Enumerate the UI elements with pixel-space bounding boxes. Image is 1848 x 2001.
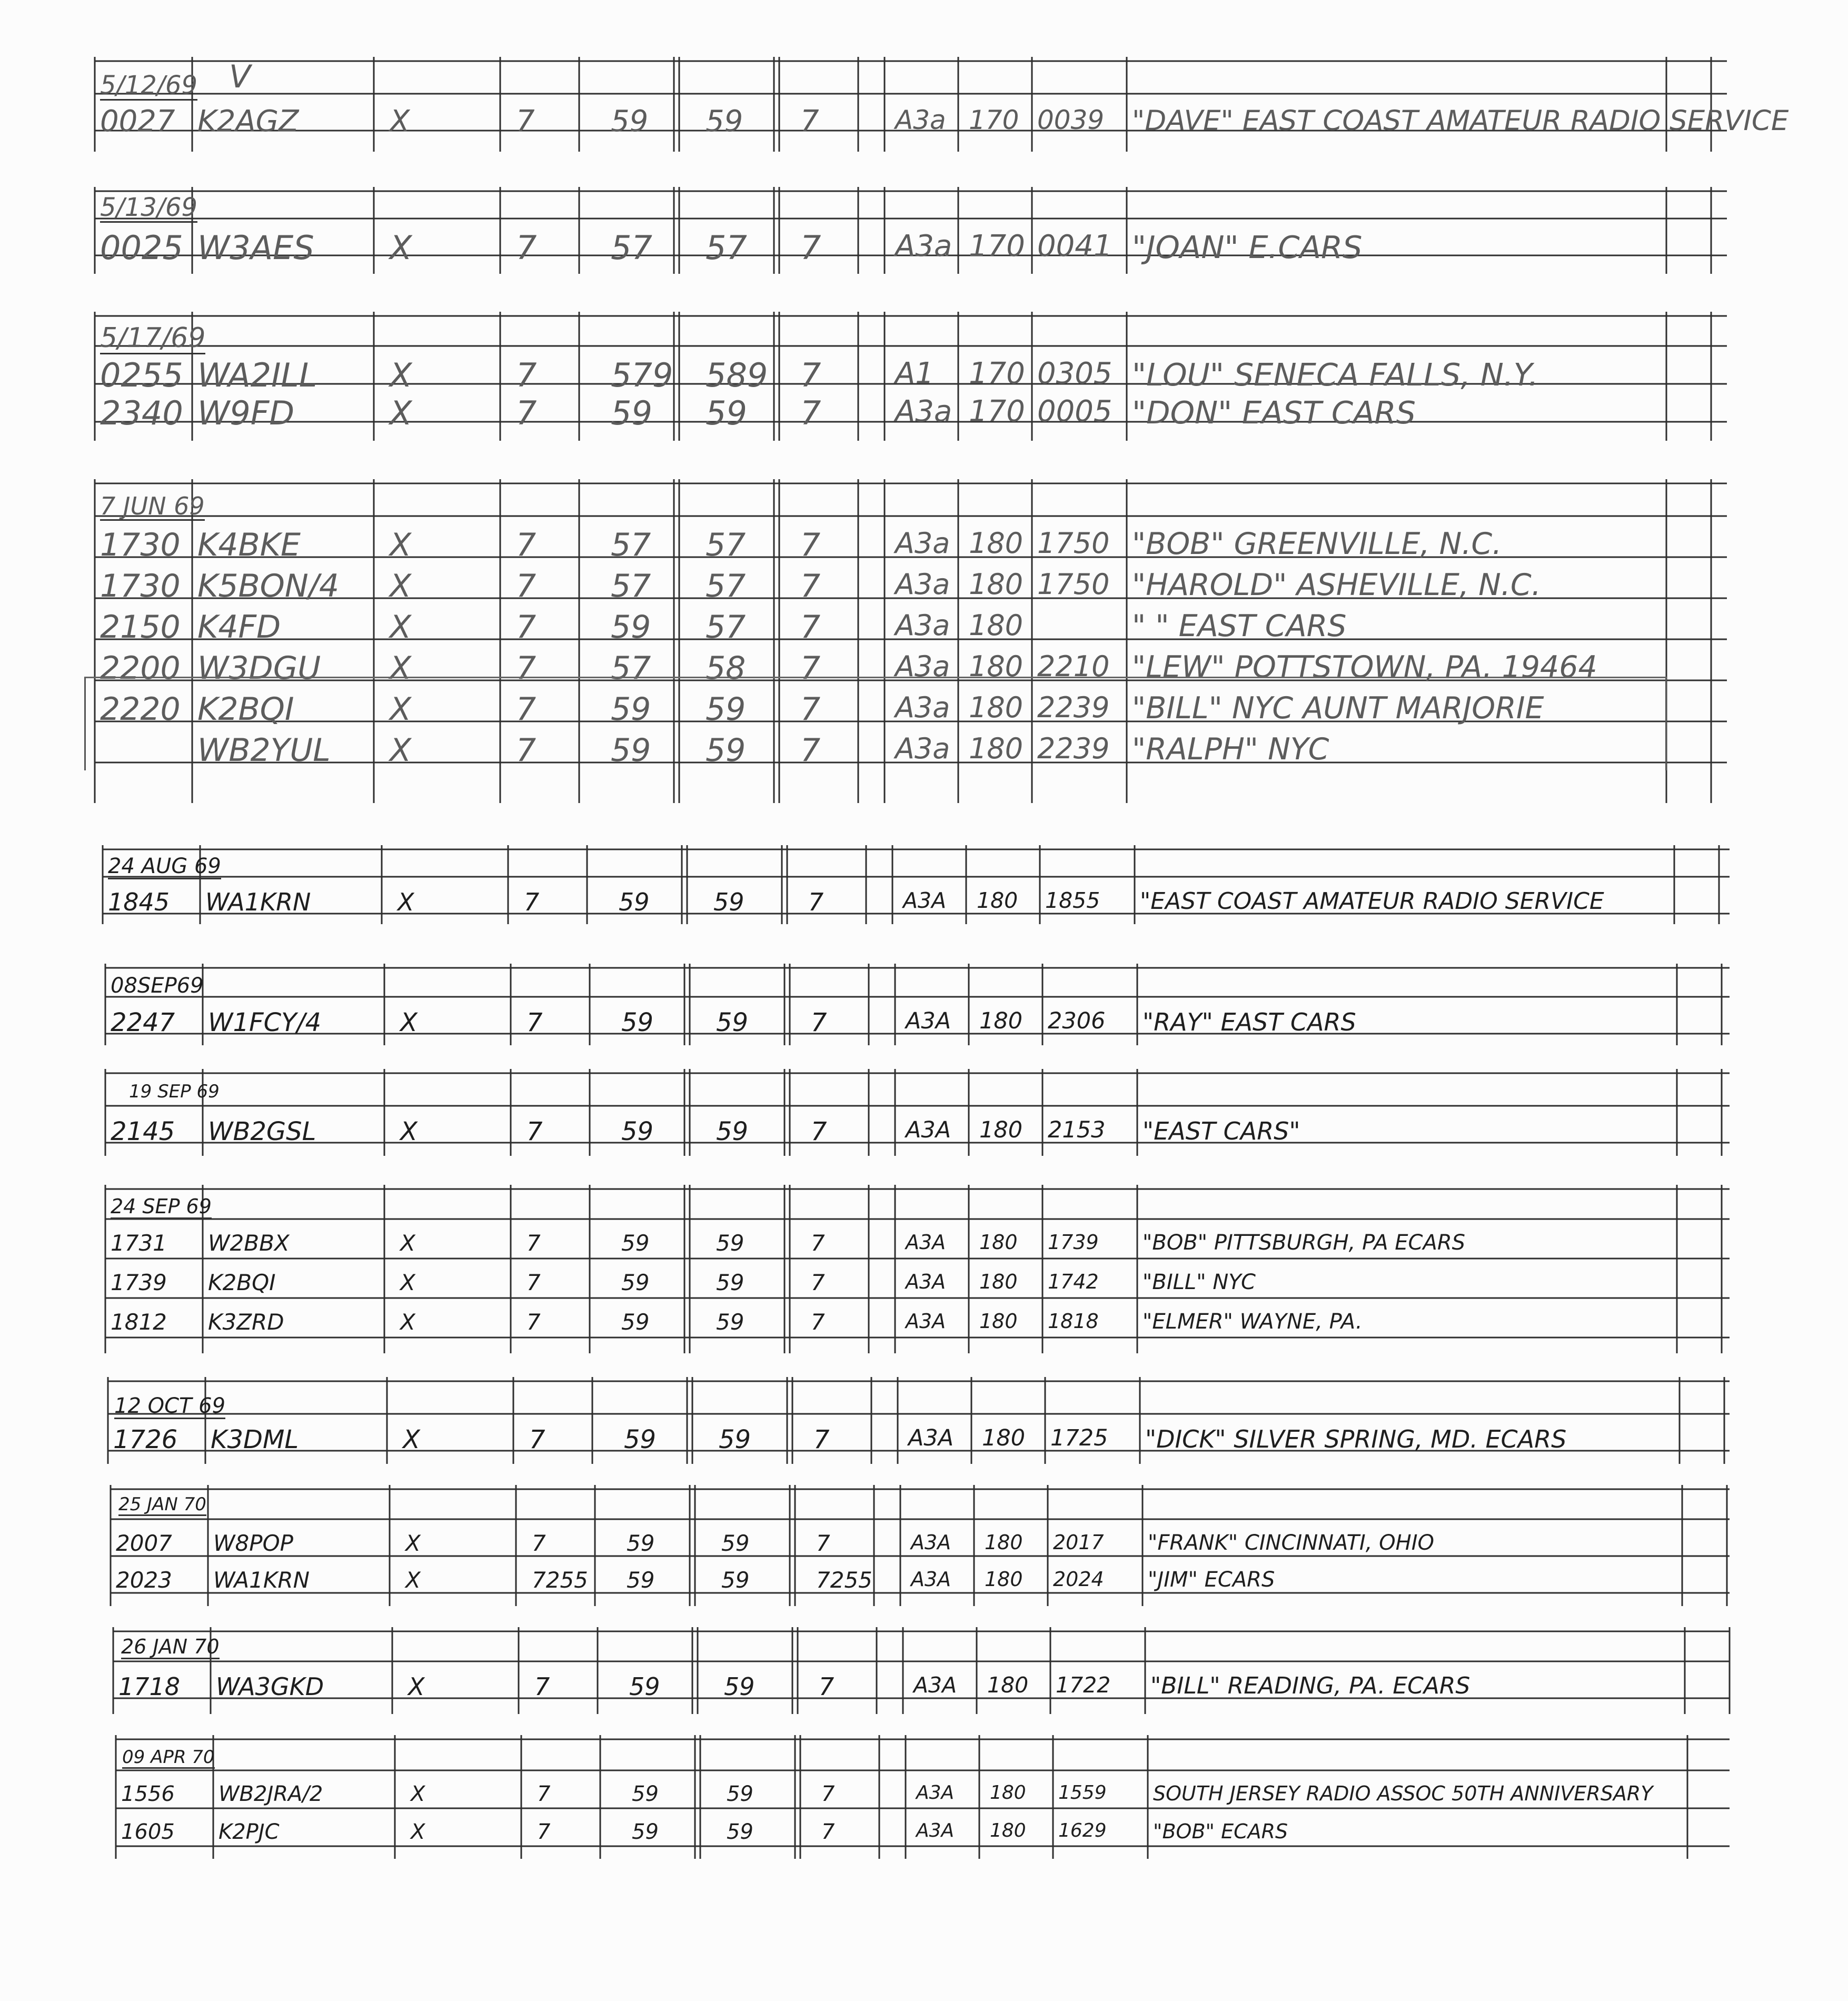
power-cell: 180 xyxy=(990,1782,1026,1804)
section-date: 24 SEP 69 xyxy=(111,1195,212,1218)
rst-sent-cell: 59 xyxy=(627,1530,655,1556)
rst-sent-cell: 59 xyxy=(611,732,651,769)
rst-sent-cell: 57 xyxy=(611,527,651,563)
log-entry-row xyxy=(108,1427,1730,1464)
callsign-cell: WB2YUL xyxy=(197,732,331,769)
frequency-cell: 7 xyxy=(800,229,821,267)
mode-cell: A3A xyxy=(906,1270,946,1293)
callsign-cell: WA2ILL xyxy=(197,356,317,394)
band-cell: 7 xyxy=(516,691,536,728)
callsign-cell: K5BON/4 xyxy=(197,568,340,605)
frequency-cell: 7 xyxy=(821,1782,835,1806)
power-cell: 180 xyxy=(982,1425,1026,1451)
log-section-6 xyxy=(105,964,1730,1045)
remarks-cell: "BOB" GREENVILLE, N.C. xyxy=(1132,527,1502,561)
remarks-cell: "ELMER" WAYNE, PA. xyxy=(1142,1310,1363,1334)
frequency-cell: 7 xyxy=(819,1672,834,1701)
mode-cell: A3a xyxy=(895,105,946,135)
rst-received-cell: 59 xyxy=(706,104,743,138)
band-cell: 7 xyxy=(537,1820,551,1844)
power-cell: 170 xyxy=(969,229,1025,263)
rst-received-cell: 58 xyxy=(706,650,746,687)
check-mark: V xyxy=(229,58,251,95)
time-cell: 1845 xyxy=(108,888,170,916)
x-mark-cell: X xyxy=(400,1008,418,1037)
rst-sent-cell: 59 xyxy=(632,1820,659,1844)
callsign-cell: W9FD xyxy=(197,394,295,432)
mode-cell: A3a xyxy=(895,691,950,724)
callsign-cell: K4BKE xyxy=(197,527,301,563)
remarks-cell: "RALPH" NYC xyxy=(1132,732,1329,767)
frequency-cell: 7 xyxy=(800,104,819,138)
log-entry-row xyxy=(113,1672,1730,1711)
frequency-cell: 7 xyxy=(816,1530,830,1556)
rst-received-cell: 57 xyxy=(706,229,747,267)
mode-cell: A3A xyxy=(906,1310,946,1333)
time-cell: 1812 xyxy=(111,1309,167,1335)
x-mark-cell: X xyxy=(390,732,412,769)
log-section-5 xyxy=(103,845,1730,924)
mode-cell: A3A xyxy=(911,1568,951,1591)
callsign-cell: K3ZRD xyxy=(208,1309,284,1335)
rst-received-cell: 59 xyxy=(716,1008,749,1037)
end-time-cell: 1750 xyxy=(1037,568,1110,601)
rst-sent-cell: 57 xyxy=(611,229,652,267)
time-cell: 1731 xyxy=(111,1230,167,1256)
log-entry-row xyxy=(103,890,1730,927)
x-mark-cell: X xyxy=(400,1117,418,1146)
end-time-cell: 1750 xyxy=(1037,527,1110,560)
log-entry-row xyxy=(116,1784,1730,1821)
band-cell: 7 xyxy=(516,104,535,138)
rst-received-cell: 59 xyxy=(716,1309,744,1335)
power-cell: 180 xyxy=(969,527,1024,560)
rst-received-cell: 59 xyxy=(706,394,747,432)
end-time-cell: 0041 xyxy=(1037,229,1112,263)
time-cell: 0025 xyxy=(100,229,183,267)
band-cell: 7 xyxy=(526,1270,541,1295)
time-cell: 2247 xyxy=(111,1008,175,1037)
callsign-cell: W1FCY/4 xyxy=(208,1008,322,1037)
end-time-cell: 2017 xyxy=(1053,1531,1104,1554)
log-entry-row xyxy=(105,1311,1730,1351)
rst-received-cell: 59 xyxy=(713,888,744,916)
log-section-11 xyxy=(113,1627,1730,1714)
time-cell: 2023 xyxy=(116,1567,172,1593)
rst-sent-cell: 59 xyxy=(611,394,652,432)
callsign-cell: K2AGZ xyxy=(197,104,299,138)
x-mark-cell: X xyxy=(390,609,412,646)
power-cell: 180 xyxy=(969,732,1024,765)
callsign-cell: W3AES xyxy=(197,229,314,267)
x-mark-cell: X xyxy=(390,104,410,138)
rst-received-cell: 59 xyxy=(706,691,746,728)
x-mark-cell: X xyxy=(390,691,412,728)
rst-sent-cell: 59 xyxy=(627,1567,655,1593)
band-cell: 7 xyxy=(524,888,540,916)
callsign-cell: WB2JRA/2 xyxy=(218,1782,323,1806)
time-cell: 1718 xyxy=(118,1672,181,1701)
log-entry-row xyxy=(116,1821,1730,1859)
time-cell: 0027 xyxy=(100,104,175,138)
log-entry-row xyxy=(95,356,1727,397)
rst-sent-cell: 57 xyxy=(611,568,651,605)
rst-sent-cell: 59 xyxy=(611,691,651,728)
x-mark-cell: X xyxy=(398,888,414,916)
rst-received-cell: 59 xyxy=(727,1782,753,1806)
callsign-cell: W8POP xyxy=(213,1530,293,1556)
remarks-cell: "BILL" READING, PA. ECARS xyxy=(1150,1672,1471,1699)
power-cell: 170 xyxy=(969,105,1019,135)
section-date: 08SEP69 xyxy=(111,974,204,998)
time-cell: 1730 xyxy=(100,568,181,605)
end-time-cell: 0005 xyxy=(1037,394,1112,429)
mode-cell: A3a xyxy=(895,732,950,765)
band-cell: 7 xyxy=(516,356,537,394)
rst-sent-cell: 59 xyxy=(611,104,649,138)
log-section-3 xyxy=(95,312,1727,441)
log-section-8 xyxy=(105,1185,1730,1353)
log-entry-row xyxy=(95,104,1789,144)
end-time-cell: 2306 xyxy=(1048,1008,1106,1034)
mode-cell: A3A xyxy=(913,1672,957,1698)
end-time-cell: 1855 xyxy=(1045,888,1100,913)
frequency-cell: 7 xyxy=(800,691,821,728)
band-cell: 7 xyxy=(529,1425,545,1454)
section-date: 5/17/69 xyxy=(100,322,206,354)
frequency-cell: 7 xyxy=(811,1230,825,1256)
time-cell: 1605 xyxy=(121,1820,175,1844)
frequency-cell: 7 xyxy=(811,1270,825,1295)
rst-sent-cell: 59 xyxy=(621,1270,650,1295)
remarks-cell: "BILL" NYC AUNT MARJORIE xyxy=(1132,691,1544,726)
remarks-cell: "JIM" ECARS xyxy=(1148,1568,1275,1592)
time-cell: 1739 xyxy=(111,1270,167,1295)
frequency-cell: 7 xyxy=(813,1425,830,1454)
x-mark-cell: X xyxy=(390,229,412,267)
log-entry-row xyxy=(95,611,1727,652)
mode-cell: A3A xyxy=(916,1820,955,1841)
rst-received-cell: 589 xyxy=(706,356,768,394)
mode-cell: A1 xyxy=(895,356,934,391)
log-entry-row xyxy=(105,1272,1730,1311)
callsign-cell: WA1KRN xyxy=(205,888,311,916)
rst-received-cell: 59 xyxy=(716,1270,744,1295)
x-mark-cell: X xyxy=(390,527,412,563)
band-cell: 7 xyxy=(516,394,537,432)
band-cell: 7 xyxy=(516,229,537,267)
rst-sent-cell: 59 xyxy=(621,1309,650,1335)
rst-received-cell: 59 xyxy=(716,1230,744,1256)
frequency-cell: 7 xyxy=(800,650,821,687)
power-cell: 180 xyxy=(979,1310,1018,1333)
time-cell: 1730 xyxy=(100,527,181,563)
rst-sent-cell: 59 xyxy=(611,609,651,646)
end-time-cell: 1722 xyxy=(1056,1672,1111,1698)
callsign-cell: K2BQI xyxy=(208,1270,276,1295)
log-entry-row xyxy=(95,570,1727,611)
band-cell: 7 xyxy=(526,1117,543,1146)
end-time-cell: 1725 xyxy=(1050,1425,1108,1451)
x-mark-cell: X xyxy=(411,1782,425,1806)
end-time-cell: 1742 xyxy=(1048,1270,1099,1293)
power-cell: 170 xyxy=(969,356,1025,391)
log-entry-row xyxy=(105,1010,1730,1047)
log-entry-row xyxy=(95,529,1727,570)
x-mark-cell: X xyxy=(400,1230,415,1256)
end-time-cell: 2210 xyxy=(1037,650,1110,683)
end-time-cell: 1629 xyxy=(1058,1820,1107,1841)
log-entry-row xyxy=(111,1569,1730,1606)
callsign-cell: K2PJC xyxy=(218,1820,280,1844)
frequency-cell: 7 xyxy=(800,356,821,394)
time-cell: 2145 xyxy=(111,1117,175,1146)
band-cell: 7 xyxy=(532,1530,546,1556)
frequency-cell: 7 xyxy=(800,568,821,605)
end-time-cell: 2239 xyxy=(1037,691,1110,724)
remarks-cell: "HAROLD" ASHEVILLE, N.C. xyxy=(1132,568,1541,602)
mode-cell: A3a xyxy=(895,568,950,601)
section-date: 09 APR 70 xyxy=(122,1747,215,1768)
frequency-cell: 7 xyxy=(800,394,821,432)
frequency-cell: 7 xyxy=(800,609,821,646)
callsign-cell: WA1KRN xyxy=(213,1567,310,1593)
remarks-cell: "JOAN" E.CARS xyxy=(1132,229,1363,265)
callsign-cell: K3DML xyxy=(211,1425,299,1454)
power-cell: 180 xyxy=(979,1270,1018,1293)
power-cell: 180 xyxy=(969,609,1024,642)
rst-sent-cell: 59 xyxy=(619,888,650,916)
section-date: 12 OCT 69 xyxy=(114,1394,226,1418)
log-section-12 xyxy=(116,1735,1730,1859)
power-cell: 180 xyxy=(969,650,1024,683)
rst-sent-cell: 579 xyxy=(611,356,673,394)
x-mark-cell: X xyxy=(405,1530,421,1556)
log-entry-row xyxy=(105,1119,1730,1156)
x-mark-cell: X xyxy=(390,650,412,687)
power-cell: 180 xyxy=(969,691,1024,724)
frequency-cell: 7 xyxy=(800,732,821,769)
log-section-2 xyxy=(95,187,1727,274)
frequency-cell: 7 xyxy=(811,1008,827,1037)
mode-cell: A3a xyxy=(895,229,952,263)
section-date: 24 AUG 69 xyxy=(108,854,221,878)
remarks-cell: "BILL" NYC xyxy=(1142,1270,1256,1294)
end-time-cell: 2239 xyxy=(1037,732,1110,765)
remarks-cell: " " EAST CARS xyxy=(1132,609,1347,643)
remarks-cell: "LOU" SENECA FALLS, N.Y. xyxy=(1132,356,1538,393)
power-cell: 170 xyxy=(969,394,1025,429)
rst-received-cell: 59 xyxy=(721,1567,750,1593)
x-mark-cell: X xyxy=(400,1270,415,1295)
remarks-cell: "DON" EAST CARS xyxy=(1132,394,1416,431)
mode-cell: A3A xyxy=(903,888,947,913)
remarks-cell: "DICK" SILVER SPRING, MD. ECARS xyxy=(1145,1425,1567,1453)
rst-received-cell: 59 xyxy=(724,1672,755,1701)
power-cell: 180 xyxy=(979,1008,1023,1034)
mode-cell: A3A xyxy=(906,1008,951,1034)
remarks-cell: "BOB" PITTSBURGH, PA ECARS xyxy=(1142,1231,1466,1255)
rst-sent-cell: 59 xyxy=(624,1425,657,1454)
rst-received-cell: 57 xyxy=(706,568,746,605)
section-date: 19 SEP 69 xyxy=(129,1081,220,1102)
rst-received-cell: 59 xyxy=(716,1117,749,1146)
mode-cell: A3A xyxy=(911,1531,951,1554)
log-entry-row xyxy=(105,1232,1730,1272)
rst-received-cell: 59 xyxy=(727,1820,753,1844)
end-time-cell: 2153 xyxy=(1048,1117,1106,1143)
callsign-cell: W3DGU xyxy=(197,650,321,687)
band-cell: 7 xyxy=(537,1782,551,1806)
remarks-cell: "EAST COAST AMATEUR RADIO SERVICE xyxy=(1140,888,1604,915)
end-time-cell: 2024 xyxy=(1053,1568,1104,1591)
mode-cell: A3a xyxy=(895,527,950,560)
rst-received-cell: 59 xyxy=(719,1425,751,1454)
end-time-cell: 0305 xyxy=(1037,356,1112,391)
log-section-1 xyxy=(95,57,1789,152)
power-cell: 180 xyxy=(985,1531,1023,1554)
log-section-9 xyxy=(108,1377,1730,1464)
end-time-cell: 0039 xyxy=(1037,105,1105,135)
section-date: 5/13/69 xyxy=(100,193,198,222)
x-mark-cell: X xyxy=(405,1567,421,1593)
end-time-cell: 1559 xyxy=(1058,1782,1107,1804)
rst-received-cell: 59 xyxy=(706,732,746,769)
power-cell: 180 xyxy=(969,568,1024,601)
log-section-7 xyxy=(105,1069,1730,1156)
rst-sent-cell: 59 xyxy=(621,1117,654,1146)
end-time-cell: 1739 xyxy=(1048,1231,1099,1254)
frequency-cell: 7 xyxy=(821,1820,835,1844)
x-mark-cell: X xyxy=(390,394,412,432)
mode-cell: A3A xyxy=(916,1782,955,1804)
time-cell: 1726 xyxy=(113,1425,178,1454)
rst-received-cell: 57 xyxy=(706,527,746,563)
remarks-cell: "LEW" POTTSTOWN, PA. 19464 xyxy=(1132,650,1597,685)
log-section-4 xyxy=(95,479,1727,803)
section-date: 5/12/69 xyxy=(100,71,198,100)
mode-cell: A3a xyxy=(895,650,950,683)
mode-cell: A3a xyxy=(895,394,952,429)
mode-cell: A3A xyxy=(906,1231,946,1254)
frequency-cell: 7 xyxy=(808,888,824,916)
band-cell: 7 xyxy=(516,527,536,563)
rst-sent-cell: 59 xyxy=(621,1008,654,1037)
band-cell: 7 xyxy=(534,1672,550,1701)
time-cell: 1556 xyxy=(121,1782,175,1806)
band-cell: 7 xyxy=(526,1008,543,1037)
mode-cell: A3a xyxy=(895,609,950,642)
mode-cell: A3A xyxy=(906,1117,951,1143)
remarks-cell: "FRANK" CINCINNATI, OHIO xyxy=(1148,1531,1435,1555)
log-section-10 xyxy=(111,1485,1730,1606)
rst-received-cell: 59 xyxy=(721,1530,750,1556)
callsign-cell: W2BBX xyxy=(208,1230,290,1256)
x-mark-cell: X xyxy=(390,568,412,605)
time-cell: 2340 xyxy=(100,394,183,432)
band-cell: 7 xyxy=(516,732,536,769)
section-date: 7 JUN 69 xyxy=(100,492,205,520)
time-cell: 2200 xyxy=(100,650,181,687)
section-date: 25 JAN 70 xyxy=(118,1494,206,1515)
callsign-cell: K4FD xyxy=(197,609,281,646)
power-cell: 180 xyxy=(979,1117,1023,1143)
log-entry-row xyxy=(111,1532,1730,1569)
remarks-cell: "EAST CARS" xyxy=(1142,1117,1300,1145)
remarks-cell: SOUTH JERSEY RADIO ASSOC 50TH ANNIVERSARY xyxy=(1153,1782,1653,1805)
frequency-cell: 7 xyxy=(800,527,821,563)
frequency-cell: 7 xyxy=(811,1309,825,1335)
band-cell: 7 xyxy=(526,1309,541,1335)
band-cell: 7 xyxy=(516,650,536,687)
band-cell: 7255 xyxy=(532,1567,588,1593)
power-cell: 180 xyxy=(979,1231,1018,1254)
rst-sent-cell: 59 xyxy=(621,1230,650,1256)
frequency-cell: 7255 xyxy=(816,1567,872,1593)
log-entry-row xyxy=(95,394,1727,435)
time-cell: 2220 xyxy=(100,691,181,728)
time-cell: 2150 xyxy=(100,609,181,646)
rst-sent-cell: 57 xyxy=(611,650,651,687)
band-cell: 7 xyxy=(526,1230,541,1256)
x-mark-cell: X xyxy=(400,1309,415,1335)
mode-cell: A3A xyxy=(908,1425,954,1451)
bracket-mark xyxy=(84,677,1667,770)
callsign-cell: WB2GSL xyxy=(208,1117,316,1146)
callsign-cell: WA3GKD xyxy=(216,1672,324,1701)
power-cell: 180 xyxy=(990,1820,1026,1841)
x-mark-cell: X xyxy=(411,1820,425,1844)
band-cell: 7 xyxy=(516,609,536,646)
x-mark-cell: X xyxy=(403,1425,420,1454)
log-entry-row xyxy=(95,229,1727,269)
x-mark-cell: X xyxy=(390,356,412,394)
band-cell: 7 xyxy=(516,568,536,605)
power-cell: 180 xyxy=(977,888,1018,913)
x-mark-cell: X xyxy=(408,1672,425,1701)
remarks-cell: "DAVE" EAST COAST AMATEUR RADIO SERVICE xyxy=(1132,105,1789,137)
callsign-cell: K2BQI xyxy=(197,691,294,728)
rst-received-cell: 57 xyxy=(706,609,746,646)
time-cell: 2007 xyxy=(116,1530,172,1556)
power-cell: 180 xyxy=(987,1672,1029,1698)
frequency-cell: 7 xyxy=(811,1117,827,1146)
remarks-cell: "BOB" ECARS xyxy=(1153,1820,1288,1843)
remarks-cell: "RAY" EAST CARS xyxy=(1142,1008,1356,1036)
section-date: 26 JAN 70 xyxy=(121,1635,220,1658)
time-cell: 0255 xyxy=(100,356,183,394)
rst-sent-cell: 59 xyxy=(629,1672,660,1701)
rst-sent-cell: 59 xyxy=(632,1782,659,1806)
power-cell: 180 xyxy=(985,1568,1023,1591)
end-time-cell: 1818 xyxy=(1048,1310,1099,1333)
